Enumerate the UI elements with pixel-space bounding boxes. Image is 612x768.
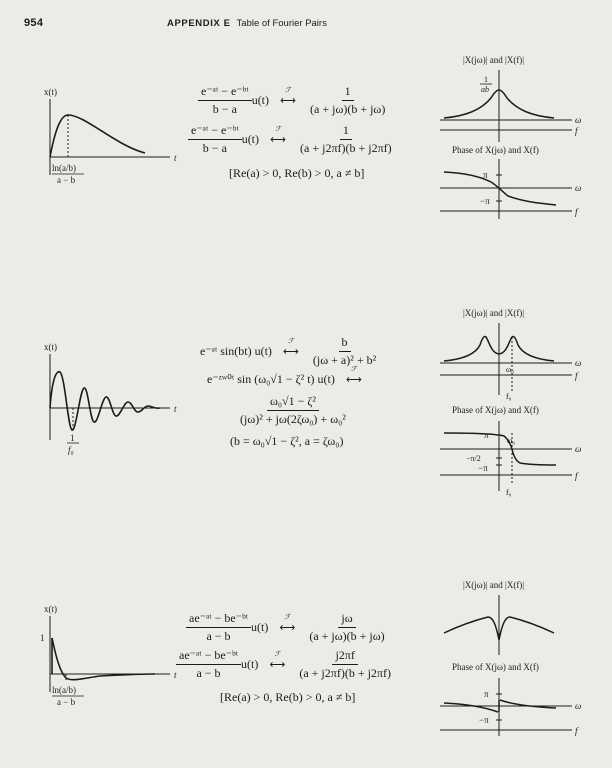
pair-1-formula-row-2	[188, 123, 395, 156]
appendix-label: APPENDIX E	[167, 18, 231, 29]
axis-omega: ω	[575, 358, 582, 368]
pair-2-formula-row-2	[207, 365, 373, 387]
page-number: 954	[24, 17, 44, 29]
formula-right: ω₀√1 − ζ² (jω)² + jω(2ζω₀) + ω₀²	[240, 394, 346, 426]
axis-omega: ω	[575, 444, 582, 454]
axis-omega: ω	[575, 183, 582, 193]
plot-title: |X(jω)| and |X(f)|	[463, 308, 525, 318]
fourier-arrow: ℱ ⟷	[269, 650, 286, 671]
marker-numerator: ln(a/b)	[52, 163, 76, 173]
axis-omega: ω	[575, 701, 582, 711]
neg-pi-label: −π	[478, 463, 488, 473]
pi-label: π	[483, 170, 488, 180]
axis-f: f	[575, 207, 578, 217]
pair-2-formula-row-3	[237, 394, 349, 427]
formula-left: e⁻ᶻʷ⁰ᵗ sin (ω₀√1 − ζ² t) u(t)	[207, 372, 335, 386]
y-label: x(t)	[44, 87, 57, 97]
peak-numerator: 1	[484, 75, 488, 84]
pair-2-phase-plot	[436, 403, 586, 498]
x-label: t	[174, 404, 177, 414]
pair-2-magnitude-plot	[436, 303, 586, 403]
pair-3-formula-row-1	[186, 611, 388, 644]
formula-right: 1 (a + j2πf)(b + j2πf)	[300, 123, 392, 155]
axis-f: f	[575, 371, 578, 381]
pi-label: π	[484, 689, 489, 699]
formula-left: ae⁻ᵃᵗ − be⁻ᵇᵗ a − b	[186, 611, 251, 644]
pair-2-formula-row-1	[200, 335, 379, 368]
formula-left: e⁻ᵃᵗ − e⁻ᵇᵗ b − a	[198, 84, 252, 117]
omega0-label: ω₀	[507, 436, 516, 445]
unit-step: u(t)	[241, 657, 259, 671]
f0-label: f₀	[506, 488, 512, 497]
formula-left: e⁻ᵃᵗ sin(bt) u(t)	[200, 344, 272, 358]
x-label: t	[174, 670, 177, 680]
f0-label: f₀	[506, 392, 512, 401]
formula-left: ae⁻ᵃᵗ − be⁻ᵇᵗ a − b	[176, 648, 241, 681]
marker-denominator: a − b	[57, 697, 76, 707]
pair-1-magnitude-plot	[436, 50, 586, 145]
plot-title: Phase of X(jω) and X(f)	[452, 662, 539, 672]
signal-curve	[50, 372, 160, 430]
fourier-arrow: ℱ ⟷	[280, 86, 296, 107]
fourier-arrow: ℱ ⟷	[279, 613, 296, 634]
neg-pi-label: −π	[479, 715, 489, 725]
plot-title: |X(jω)| and |X(f)|	[463, 55, 525, 65]
axis-omega: ω	[575, 115, 582, 125]
formula-right: 1 (a + jω)(b + jω)	[310, 84, 386, 116]
unit-step: u(t)	[241, 132, 260, 146]
running-header	[167, 18, 327, 29]
plot-title: |X(jω)| and |X(f)|	[463, 580, 525, 590]
marker-numerator: ln(a/b)	[52, 685, 76, 695]
pair-3-condition: [Re(a) > 0, Re(b) > 0, a ≠ b]	[220, 690, 356, 704]
formula-left: e⁻ᵃᵗ − e⁻ᵇᵗ b − a	[188, 123, 242, 156]
unit-step: u(t)	[251, 93, 270, 107]
axis-f: f	[575, 126, 578, 136]
plot-title: Phase of X(jω) and X(f)	[452, 405, 539, 415]
neg-pi-half-label: −π/2	[466, 454, 481, 463]
y-label: x(t)	[44, 604, 57, 614]
signal-curve	[52, 638, 155, 680]
pair-1-formula-row-1	[198, 84, 388, 117]
marker-denominator: f₀	[68, 445, 74, 455]
formula-right: b (jω + a)² + b²	[312, 335, 377, 367]
pair-3-phase-plot	[436, 660, 586, 740]
pair-1-time-plot	[30, 85, 180, 195]
marker-denominator: a − b	[57, 175, 76, 185]
plot-title: Phase of X(jω) and X(f)	[452, 145, 539, 155]
marker-numerator: 1	[70, 433, 75, 443]
signal-curve	[50, 115, 145, 157]
fourier-arrow: ℱ ⟷	[270, 125, 286, 146]
pair-3-formula-row-2	[176, 648, 394, 681]
formula-right: j2πf (a + j2πf)(b + j2πf)	[299, 648, 391, 680]
unit-step: u(t)	[251, 620, 269, 634]
peak-denominator: ab	[481, 85, 489, 94]
omega0-label: ω₀	[506, 365, 515, 374]
pair-2-condition: (b = ω₀√1 − ζ², a = ζω₀)	[230, 434, 344, 448]
header-title: Table of Fourier Pairs	[236, 18, 327, 29]
y-label: x(t)	[44, 342, 57, 352]
formula-right: jω (a + jω)(b + jω)	[309, 611, 385, 643]
pair-3-magnitude-plot	[436, 575, 586, 660]
pi-label: π	[484, 430, 489, 440]
one-label: 1	[40, 633, 45, 643]
axis-f: f	[575, 726, 578, 736]
x-label: t	[174, 153, 177, 163]
pair-1-condition: [Re(a) > 0, Re(b) > 0, a ≠ b]	[229, 166, 365, 180]
pair-2-time-plot	[30, 340, 180, 460]
neg-pi-label: −π	[480, 196, 490, 206]
fourier-arrow: ℱ ⟷	[283, 337, 299, 358]
axis-f: f	[575, 471, 578, 481]
pair-3-time-plot	[30, 602, 180, 712]
fourier-arrow: ℱ ⟷	[345, 365, 362, 386]
pair-1-phase-plot	[436, 143, 586, 221]
